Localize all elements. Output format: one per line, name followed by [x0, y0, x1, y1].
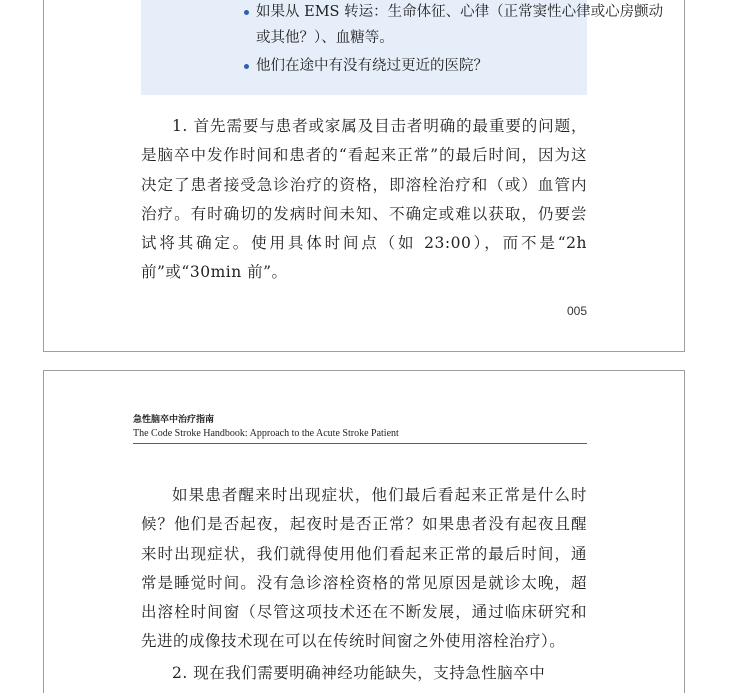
running-head-english: The Code Stroke Handbook: Approach to the Acute Stroke Patient	[133, 428, 399, 439]
page	[43, 0, 685, 352]
info-callout-box	[141, 0, 664, 95]
bullet-item-ems-transfer: 如果从 EMS 转运：生命体征、心律（正常窦性心律或心房颤动或其他？）、血糖等。	[256, 0, 676, 51]
body-paragraph: 1. 首先需要与患者或家属及目击者明确的最重要的问题，是脑卒中发作时间和患者的“看起来正常”的最后时间，因为这决定了患者接受急诊治疗的资格，即溶栓治疗和（或）血管内治疗。有时确切的发病时间未知、不确定或难以获取，仍要尝试将其确定。使用具体时间点（如 23:00），而不是“2h 前”或“30min 前”。	[141, 117, 587, 282]
page	[43, 370, 685, 693]
body-paragraph: 2. 现在我们需要明确神经功能缺失，支持急性脑卒中	[172, 664, 546, 682]
bullet-item-bypass-hospital: 他们在途中有没有绕过更近的医院？	[256, 53, 676, 79]
body-paragraph: 如果患者醒来时出现症状，他们最后看起来正常是什么时候？他们是否起夜，起夜时是否正常？如果患者没有起夜且醒来时出现症状，我们就得使用他们看起来正常的最后时间，通常是睡觉时间。没有急诊溶栓资格的常见原因是就诊太晚，超出溶栓时间窗（尽管这项技术还在不断发展，通过临床研究和先进的成像技术现在可以在传统时间窗之外使用溶栓治疗）。	[141, 486, 587, 651]
running-header	[133, 414, 587, 444]
running-head-chinese: 急性脑卒中治疗指南	[133, 415, 215, 425]
page-number: 005	[566, 304, 587, 318]
